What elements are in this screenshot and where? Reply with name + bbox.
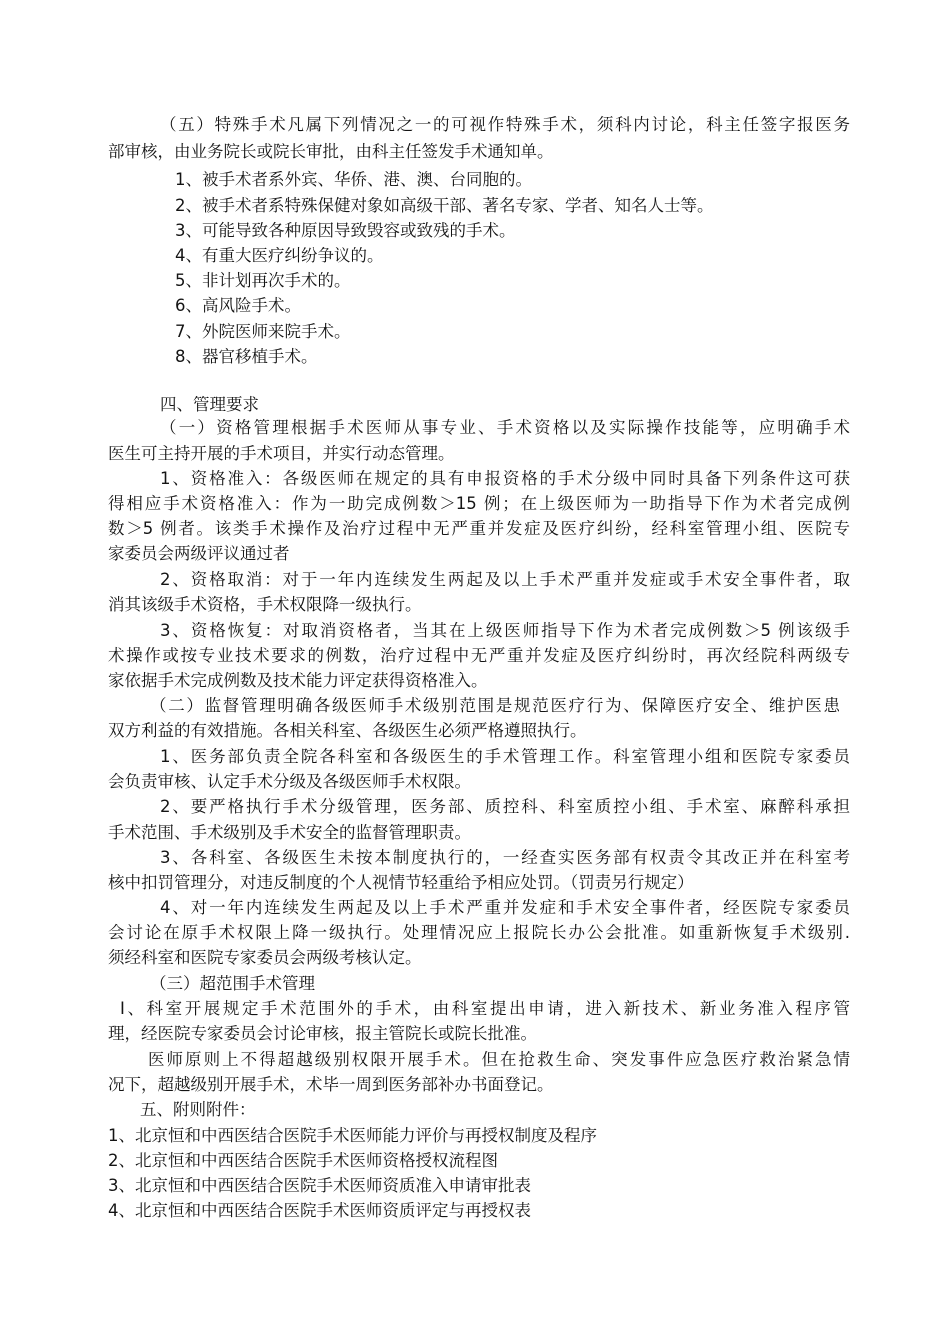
qualification-cancel-line2: 消其该级手术资格，手术权限降一级执行。 xyxy=(108,595,422,614)
appendix-item: 2、北京恒和中西医结合医院手术医师资格授权流程图 xyxy=(108,1151,498,1170)
out-of-scope-heading: （三）超范围手术管理 xyxy=(150,974,315,993)
qualification-access-line4: 家委员会两级评议通过者 xyxy=(108,544,290,563)
special-surgery-item: 6、高风险手术。 xyxy=(175,296,301,315)
out-of-scope-a-line2: 理，经医院专家委员会讨论审核，报主管院长或院长批准。 xyxy=(108,1024,537,1043)
special-surgery-item: 4、有重大医疗纠纷争议的。 xyxy=(175,246,384,265)
appendix-item: 1、北京恒和中西医结合医院手术医师能力评价与再授权制度及程序 xyxy=(108,1126,597,1145)
qualification-restore-line1: 3、资格恢复：对取消资格者，当其在上级医师指导下作为术者完成例数＞5 例该级手 xyxy=(160,621,850,640)
special-surgery-item: 2、被手术者系特殊保健对象如高级干部、著名专家、学者、知名人士等。 xyxy=(175,196,714,215)
supervision-item4-line1: 4、对一年内连续发生两起及以上手术严重并发症和手术安全事件者，经医院专家委员 xyxy=(160,898,850,917)
supervision-item4-line3: 须经科室和医院专家委员会两级考核认定。 xyxy=(108,948,422,967)
special-surgery-intro-line1: （五）特殊手术凡属下列情况之一的可视作特殊手术，须科内讨论，科主任签字报医务 xyxy=(160,115,850,134)
special-surgery-item: 8、器官移植手术。 xyxy=(175,347,318,366)
supervision-item4-line2: 会讨论在原手术权限上降一级执行。处理情况应上报院长办公会批准。如重新恢复手术级别. xyxy=(108,923,850,942)
supervision-item2-line1: 2、要严格执行手术分级管理，医务部、质控科、科室质控小组、手术室、麻醉科承担 xyxy=(160,797,850,816)
special-surgery-intro-line2: 部审核，由业务院长或院长审批，由科主任签发手术通知单。 xyxy=(108,142,554,161)
qualification-mgmt-line1: （一）资格管理根据手术医师从事专业、手术资格以及实际操作技能等，应明确手术 xyxy=(160,418,850,437)
qualification-access-line2: 得相应手术资格准入：作为一助完成例数＞15 例；在上级医师为一助指导下作为术者完成例 xyxy=(108,494,850,513)
qualification-access-line3: 数＞5 例者。该类手术操作及治疗过程中无严重并发症及医疗纠纷，经科室管理小组、医院专 xyxy=(108,519,850,538)
appendix-heading: 五、附则附件： xyxy=(140,1100,256,1119)
appendix-item: 3、北京恒和中西医结合医院手术医师资质准入申请审批表 xyxy=(108,1176,531,1195)
special-surgery-item: 1、被手术者系外宾、华侨、港、澳、台同胞的。 xyxy=(175,170,532,189)
appendix-item: 4、北京恒和中西医结合医院手术医师资质评定与再授权表 xyxy=(108,1201,531,1220)
supervision-mgmt-line2: 双方利益的有效措施。各相关科室、各级医生必须严格遵照执行。 xyxy=(108,721,587,740)
qualification-restore-line2: 术操作或按专业技术要求的例数，治疗过程中无严重并发症及医疗纠纷时，再次经院科两级专 xyxy=(108,646,850,665)
qualification-access-line1: 1、资格准入：各级医师在规定的具有申报资格的手术分级中同时具备下列条件这可获 xyxy=(160,469,850,488)
out-of-scope-b-line1: 医师原则上不得超越级别权限开展手术。但在抢救生命、突发事件应急医疗救治紧急情 xyxy=(148,1050,850,1069)
management-heading: 四、管理要求 xyxy=(160,395,259,414)
supervision-item3-line2: 核中扣罚管理分，对违反制度的个人视情节轻重给予相应处罚。（罚责另行规定） xyxy=(108,873,694,892)
supervision-item1-line1: 1、医务部负责全院各科室和各级医生的手术管理工作。科室管理小组和医院专家委员 xyxy=(160,747,850,766)
supervision-item1-line2: 会负责审核、认定手术分级及各级医师手术权限。 xyxy=(108,772,471,791)
supervision-item3-line1: 3、各科室、各级医生未按本制度执行的，一经查实医务部有权责令其改正并在科室考 xyxy=(160,848,850,867)
qualification-cancel-line1: 2、资格取消：对于一年内连续发生两起及以上手术严重并发症或手术安全事件者，取 xyxy=(160,570,850,589)
special-surgery-item: 5、非计划再次手术的。 xyxy=(175,271,351,290)
supervision-mgmt-line1: （二）监督管理明确各级医师手术级别范围是规范医疗行为、保障医疗安全、维护医患 xyxy=(150,696,840,715)
out-of-scope-a-line1: I、科室开展规定手术范围外的手术，由科室提出申请，进入新技术、新业务准入程序管 xyxy=(120,999,850,1018)
special-surgery-item: 3、可能导致各种原因导致毁容或致残的手术。 xyxy=(175,221,516,240)
out-of-scope-b-line2: 况下，超越级别开展手术，术毕一周到医务部补办书面登记。 xyxy=(108,1075,554,1094)
qualification-mgmt-line2: 医生可主持开展的手术项目，并实行动态管理。 xyxy=(108,444,455,463)
supervision-item2-line2: 手术范围、手术级别及手术安全的监督管理职责。 xyxy=(108,823,471,842)
special-surgery-item: 7、外院医师来院手术。 xyxy=(175,322,351,341)
qualification-restore-line3: 家依据手术完成例数及技术能力评定获得资格准入。 xyxy=(108,671,488,690)
